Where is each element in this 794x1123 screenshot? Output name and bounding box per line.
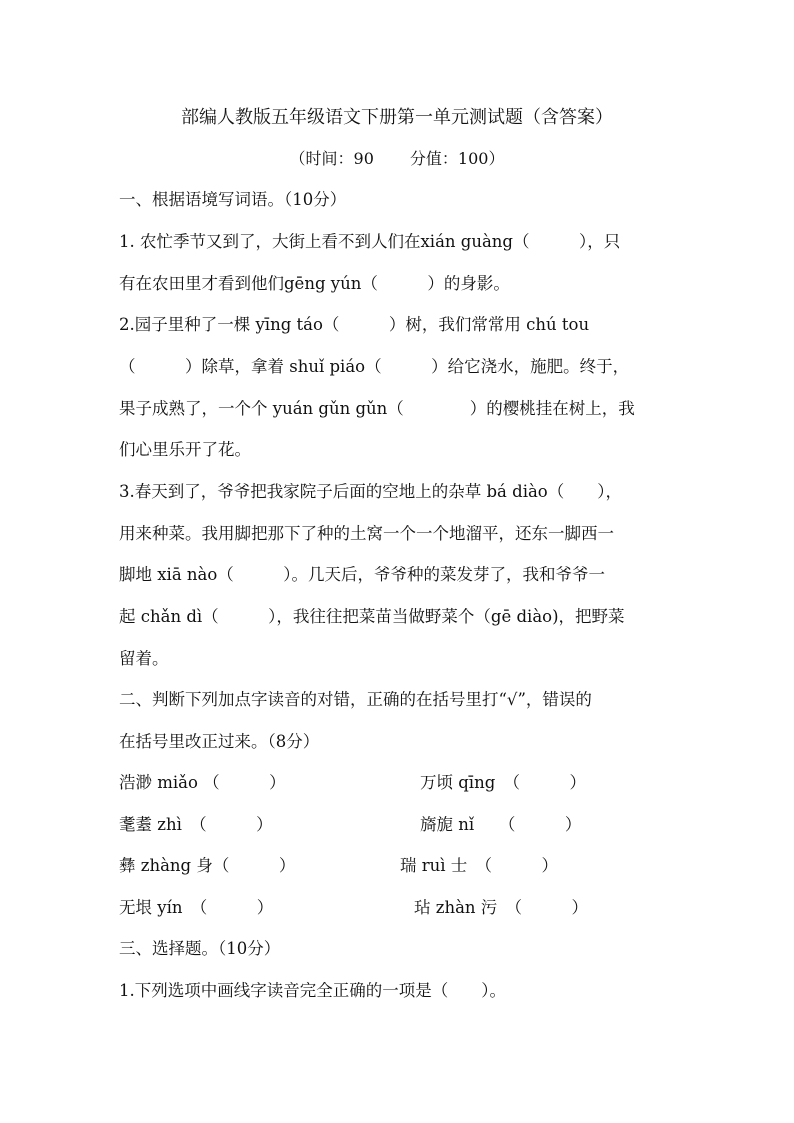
section-3-question: 1.下列选项中画线字读音完全正确的一项是（ ）。 (119, 981, 506, 1000)
judge-item: 无垠 yín （ ） (119, 898, 274, 917)
section-1-line: 2.园子里种了一棵 yīng táo（ ）树，我们常常用 chú tou (119, 315, 590, 334)
section-3-heading: 三、选择题。（10分） (119, 939, 281, 958)
judge-item: 浩渺 miǎo （ ） (119, 773, 286, 792)
section-1-line: 留着。 (119, 649, 169, 668)
page-subtitle (0, 148, 794, 170)
section-1-line: 们心里乐开了花。 (119, 440, 251, 459)
page-title: 部编人教版五年级语文下册第一单元测试题（含答案） (181, 107, 613, 128)
judge-item: 彝 zhàng 身（ ） (119, 856, 296, 875)
section-2-heading-cont: 在括号里改正过来。（8分） (119, 732, 320, 751)
section-1-line: 脚地 xiā nào（ ）。几天后，爷爷种的菜发芽了，我和爷爷一 (119, 565, 606, 584)
section-1-heading: 一、根据语境写词语。（10分） (119, 190, 347, 209)
section-1-line: 起 chǎn dì（ ），我往往把菜苗当做野菜个（gē diào)，把野菜 (119, 607, 625, 626)
section-1-line: 3.春天到了，爷爷把我家院子后面的空地上的杂草 bá diào（ ）， (119, 482, 622, 501)
time-label: （时间：90 (289, 149, 374, 168)
score-label: 分值：100） (409, 149, 505, 168)
judge-item: 万顷 qīng （ ） (420, 773, 587, 792)
judge-item: 耄耋 zhì （ ） (119, 815, 273, 834)
section-1-line: 1. 农忙季节又到了，大街上看不到人们在xián guàng（ ），只 (119, 232, 621, 251)
section-1-line: 用来种菜。我用脚把那下了种的土窝一个一个地溜平，还东一脚西一 (119, 524, 614, 543)
section-2-heading: 二、判断下列加点字读音的对错，正确的在括号里打“√”，错误的 (119, 690, 592, 709)
section-1-line: （ ）除草，拿着 shuǐ piáo（ ）给它浇水，施肥。终于， (119, 357, 630, 376)
judge-item: 瑞 ruì 士 （ ） (400, 856, 559, 875)
judge-item: 玷 zhàn 污 （ ） (414, 898, 589, 917)
judge-item: 旖旎 nǐ （ ） (420, 815, 582, 834)
section-1-line: 果子成熟了，一个个 yuán gǔn gǔn（ ）的樱桃挂在树上，我 (119, 399, 635, 418)
section-1-line: 有在农田里才看到他们gēng yún（ ）的身影。 (119, 274, 510, 293)
